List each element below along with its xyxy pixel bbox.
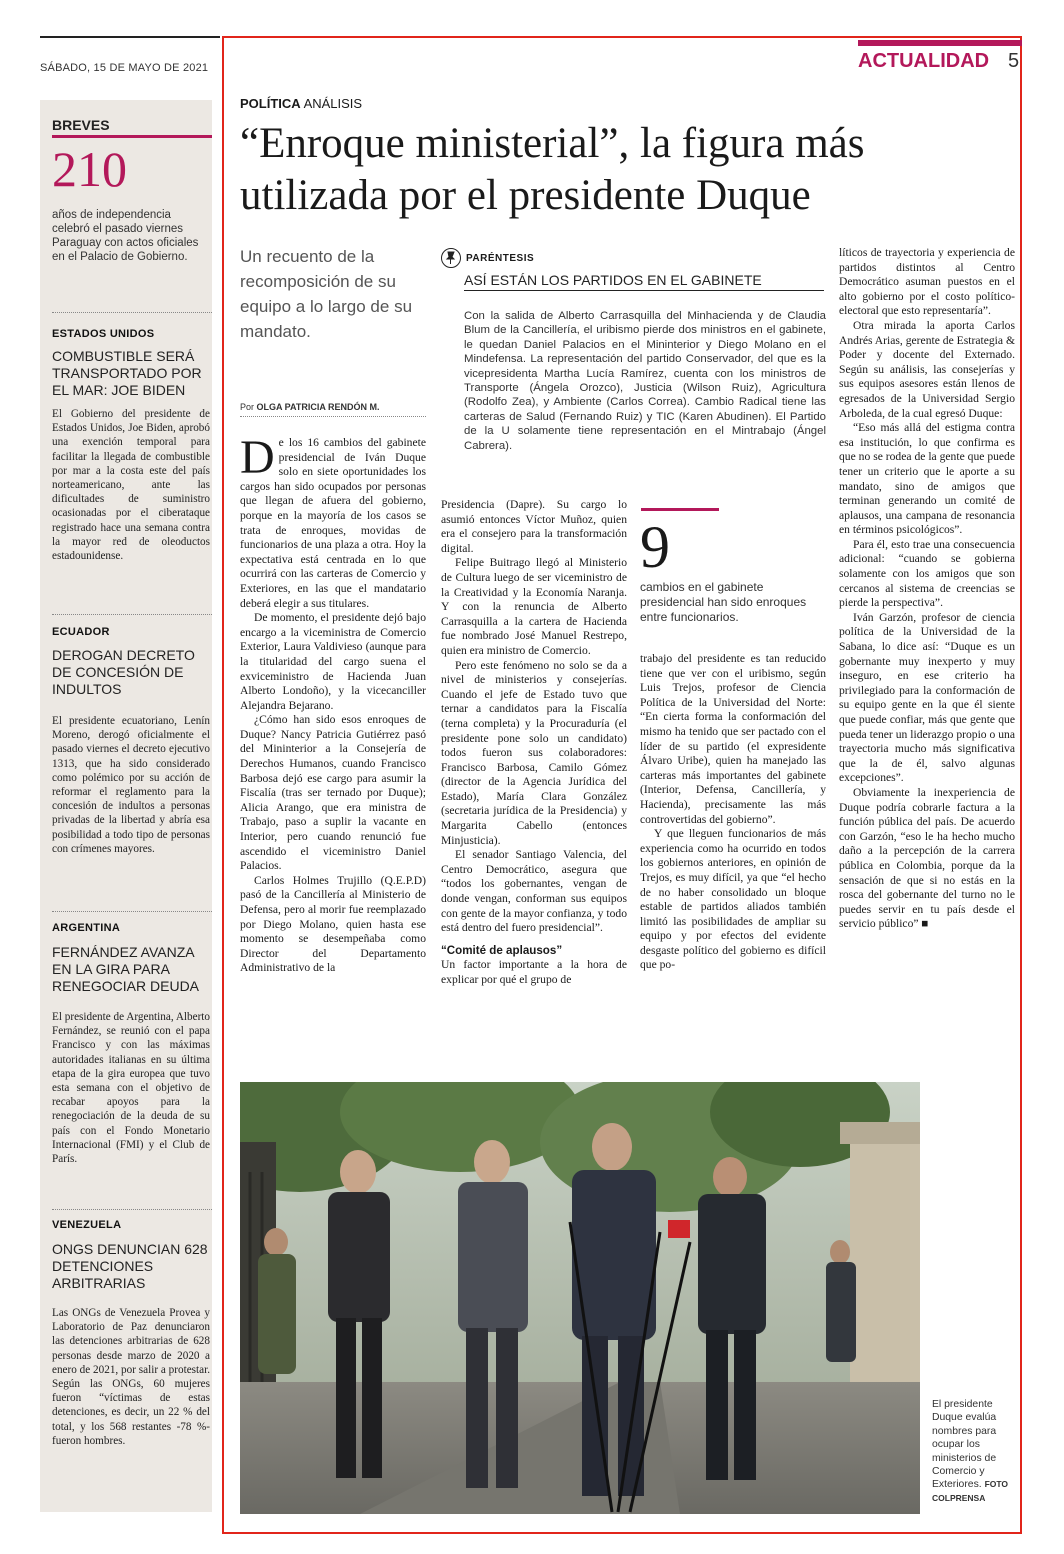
paragraph: Otra mirada la aporta Carlos Andrés Arias, gerente de Estrategia & Poder y docente del Externado. Según su análisis, las consejerías y sus equipos asesores están llenos de egresados de la Universidad Sergio Arboleda, de la cual egresó Duque:	[839, 318, 1015, 420]
article-headline: “Enroque ministerial”, la figura más utilizada por el presidente Duque	[240, 120, 865, 219]
caption-text: El presidente Duque evalúa nombres para ocupar los ministerios de Comercio y Exteriores.	[932, 1399, 997, 1491]
article-kicker	[240, 96, 362, 111]
article-column-4	[839, 246, 1015, 932]
dropcap: D	[240, 431, 275, 484]
breves-big-number-text: años de independencia celebró el pasado viernes Paraguay con actos oficiales en el Palacio de Gobierno.	[52, 209, 199, 263]
breves-rule	[52, 135, 212, 138]
paragraph: El senador Santiago Valencia, del Centro Democrático, asegura que “todos los gobernantes, vengan de donde vengan, conforman sus equipos con gente de la mayor confianza, y todo está dentro del fuero presidencial”.	[441, 848, 627, 935]
news-country: ESTADOS UNIDOS	[52, 328, 155, 340]
paragraph: Para él, esto trae una consecuencia adicional: “cuando se gobierna solamente con los amigos que son cercanos al sistema de creencias se pierde la perspectiva”.	[839, 537, 1015, 610]
divider	[52, 1209, 212, 1210]
divider	[52, 312, 212, 313]
breves-label: BREVES	[52, 117, 110, 133]
news-country: VENEZUELA	[52, 1219, 122, 1231]
paragraph: Y que lleguen funcionarios de más experiencia como ha ocurrido en todos los gobiernos anteriores, en opinión de Trejos, es muy difícil, ya que “el hecho de no haber consolidado un bloque estable de partidos aliados también limitó las posibilidades de ampliar su equipo y por efectos del evidente desgaste político del gobierno es difícil que po-	[640, 827, 826, 972]
stat-rule	[641, 508, 719, 511]
byline	[240, 402, 380, 412]
stat-number: 9	[640, 514, 670, 580]
news-country: ECUADOR	[52, 626, 110, 638]
divider	[52, 911, 212, 912]
parentesis-label: PARÉNTESIS	[466, 253, 535, 264]
news-headline: COMBUSTIBLE SERÁ TRANSPORTADO POR EL MAR: JOE BIDEN	[52, 348, 202, 398]
section-bar	[858, 40, 1022, 46]
divider	[52, 614, 212, 615]
press-conference-photo	[240, 1082, 920, 1514]
kicker-type: ANÁLISIS	[300, 96, 363, 111]
news-body: El Gobierno del presidente de Estados Unidos, Joe Biden, aprobó una exención temporal para facilitar la llegada de combustible por mar a la costa este del país norteamericano, ante las dificultades de suministro ocasionadas por el ciberataque registrado hace una semana contra la mayor red de oleoductos estadounidense.	[52, 408, 210, 563]
page-date: SÁBADO, 15 DE MAYO DE 2021	[40, 62, 209, 74]
parentesis-title: ASÍ ESTÁN LOS PARTIDOS EN EL GABINETE	[464, 272, 824, 291]
news-body: El presidente de Argentina, Alberto Fernández, se reunió con el papa Francisco y con las máximas autoridades italianas en su última etapa de la gira europea que tuvo esta semana con el objetivo de recabar apoyos para la renegociación de la deuda de su país con el Fondo Monetario Internacional (FMI) y el Club de París.	[52, 1011, 210, 1166]
byline-prefix: Por	[240, 402, 257, 412]
parentesis-body: Con la salida de Alberto Carrasquilla del Minhacienda y de Claudia Blum de la Cancillería, el uribismo pierde dos ministros en el gabinete, le quedan Daniel Palacios en el Mininterior y Diego Molano en el Mindefensa. La representación del partido Conservador, del que es la vicepresidenta Martha Lucía Ramírez, cuenta con los ministros de Transporte (Ángela Orozco), Justicia (Wilson Ruiz), Agricultura (Rodolfo Zea), y Ambiente (Carlos Correa). Cambio Radical tiene las carteras de Salud (Fernando Ruiz) y TIC (Karen Abudinen). El Partido de la U solamente tiene representación en el Mintrabajo (Ángel Cabrera).	[464, 310, 826, 452]
paragraph: “Eso más allá del estigma contra esa institución, lo que confirma es que no se rodea de la gente que puede tener un criterio que le aporte a su mandato, sino de amigos que terminan generando un comité de aplausos, una campana de resonancia en términos psicológicos”.	[839, 421, 1015, 537]
subhead: “Comité de aplausos”	[441, 943, 563, 957]
breves-big-number: 210	[52, 141, 127, 197]
article-photo	[240, 1082, 920, 1514]
paragraph: De momento, el presidente dejó bajo encargo a la viceministra de Comercio Exterior, Laura Valdivieso (aunque para la titularidad del cargo suena el exviceministro de Hacienda Juan Alberto Londoño), y la vicecanciller Alejandra Bejarano.	[240, 611, 426, 712]
paragraph: Obviamente la inexperiencia de Duque podría cobrarle factura a la función pública del país. De acuerdo con Garzón, “eso le ha hecho mucho daño a la percepción de la carrera pública en Colombia, porque da la sensación de que si no estás en la rosca del gobernante del turno no le puedes servir en tu país desde el servicio público” ■	[839, 785, 1015, 931]
news-body: Las ONGs de Venezuela Provea y Laboratorio de Paz denunciaron las detenciones arbitrarias de 628 personas desde marzo de 2020 a enero de 2021, por salir a protestar. Según las ONGs, 60 mujeres fueron “víctimas de estas detenciones, es decir, un 22 % del total, y los 568 restantes -78 %- fueron hombres.	[52, 1307, 210, 1447]
article-standfirst: Un recuento de la recomposición de su equipo a lo largo de su mandato.	[240, 247, 413, 341]
byline-author: OLGA PATRICIA RENDÓN M.	[256, 402, 380, 412]
page-number: 5	[1008, 50, 1020, 72]
section-name: ACTUALIDAD	[858, 50, 990, 72]
news-country: ARGENTINA	[52, 922, 121, 934]
byline-rule	[240, 416, 426, 417]
news-headline: DEROGAN DECRETO DE CONCESIÓN DE INDULTOS	[52, 647, 195, 697]
kicker-section: POLÍTICA	[240, 96, 301, 111]
news-headline: FERNÁNDEZ AVANZA EN LA GIRA PARA RENEGOCIAR DEUDA	[52, 944, 200, 994]
pin-icon	[441, 248, 461, 268]
news-headline: ONGS DENUNCIAN 628 DETENCIONES ARBITRARIAS	[52, 1241, 208, 1291]
article-column-2	[441, 498, 627, 988]
paragraph: Un factor importante a la hora de explicar por qué el grupo de	[441, 958, 627, 986]
paragraph: Felipe Buitrago llegó al Ministerio de Cultura luego de ser viceministro de la Creatividad y la Economía Naranja. Y con la renuncia de Alberto Carrasquilla a la cartera de Hacienda fue nombrado José Manuel Restrepo, quien era ministro de Comercio.	[441, 556, 627, 657]
paragraph: trabajo del presidente es tan reducido tiene que ver con el uribismo, según Luis Trejos, profesor de Ciencia Política de la Universidad del Norte: “En cierta forma la conformación del mismo ha tenido que ser pactado con el líder de su partido (el expresidente Álvaro Uribe), quien ha manejado las carteras más importantes del gabinete (Interior, Defensa, Cancillería, y Hacienda), precisamente las más controvertidas del gobierno”.	[640, 652, 826, 826]
paragraph: ¿Cómo han sido esos enroques de Duque? Nancy Patricia Gutiérrez pasó del Mininterior a la Consejería de Derechos Humanos, cuando Francisco Barbosa dejó ese cargo para asumir la Fiscalía (tras ser ternado por Duque); Alicia Arango, que era ministra de Trabajo, paso a suplir la vacante en Interior, pero cuando renunció fue ascendido el viceministro Daniel Palacios.	[240, 713, 426, 873]
paragraph: líticos de trayectoria y experiencia de partidos distintos al Centro Democrático asuman puestos en el alto gobierno por el costo político-electoral que esto representaría”.	[839, 246, 1015, 318]
paragraph: e los 16 cambios del gabinete presidencial de Iván Duque solo en siete oportunidades los cargos han sido ocupados por personas que llegan de afuera del gobierno, porque en la mayoría de los casos se trata de enroques, movidas de funcionarios de una plaza a otra. Hoy la expectativa está centrada en lo que ocurrirá con las carteras de Comercio y Exteriores, en las que el mandatario deberá elegir a sus titulares.	[240, 436, 426, 610]
paragraph: Carlos Holmes Trujillo (Q.E.P.D) pasó de la Cancillería al Ministerio de Defensa, pero al morir fue reemplazado por Diego Molano, quien hasta ese momento se desempeñaba como Director del Departamento Administrativo de la	[240, 873, 426, 975]
news-body: El presidente ecuatoriano, Lenín Moreno, derogó oficialmente el pasado viernes el decreto ejecutivo 1313, que ha sido considerado como polémico por su acción de reformar el reglamento para la concesión de indultos a personas privadas de la libertad y abría esa posibilidad a todo tipo de personas con crímenes mayores.	[52, 715, 210, 855]
paragraph: Pero este fenómeno no solo se da a nivel de ministerios y consejerías. Cuando el jefe de Estado tuvo que ternar a candidatos para la Fiscalía (terna completa) y la Procuraduría (el presidente pone solo un candidato) todos fueron sus colaboradores: Francisco Barbosa, Camilo Gómez (director de la Agencia Jurídica del Estado), María Clara González (secretaria jurídica de la Presidencia) y Margarita Cabello (entonces Minjusticia).	[441, 658, 627, 847]
stat-text: cambios en el gabinete presidencial han sido enroques entre funcionarios.	[640, 580, 807, 624]
photo-credit: FOTO COLPRENSA	[932, 1479, 1009, 1503]
article-column-1	[240, 431, 426, 976]
paragraph: Iván Garzón, profesor de ciencia política de la Universidad de la Sabana, lo dice así: “Duque es un gobernante muy inexperto y muy inseguro, en ese criterio ha privilegiado para la conformación de su equipo gente en la que él siente que puede confiar, más que gente que pueda tener un liderazgo propio o una trayectoria mucho más significativa que la de él, salvo algunas excepciones”.	[839, 610, 1015, 785]
photo-caption	[932, 1398, 1022, 1505]
top-rule	[40, 36, 220, 38]
article-column-3	[640, 652, 826, 973]
paragraph: Presidencia (Dapre). Su cargo lo asumió entonces Víctor Muñoz, quien era el consejero para la transformación digital.	[441, 498, 627, 555]
